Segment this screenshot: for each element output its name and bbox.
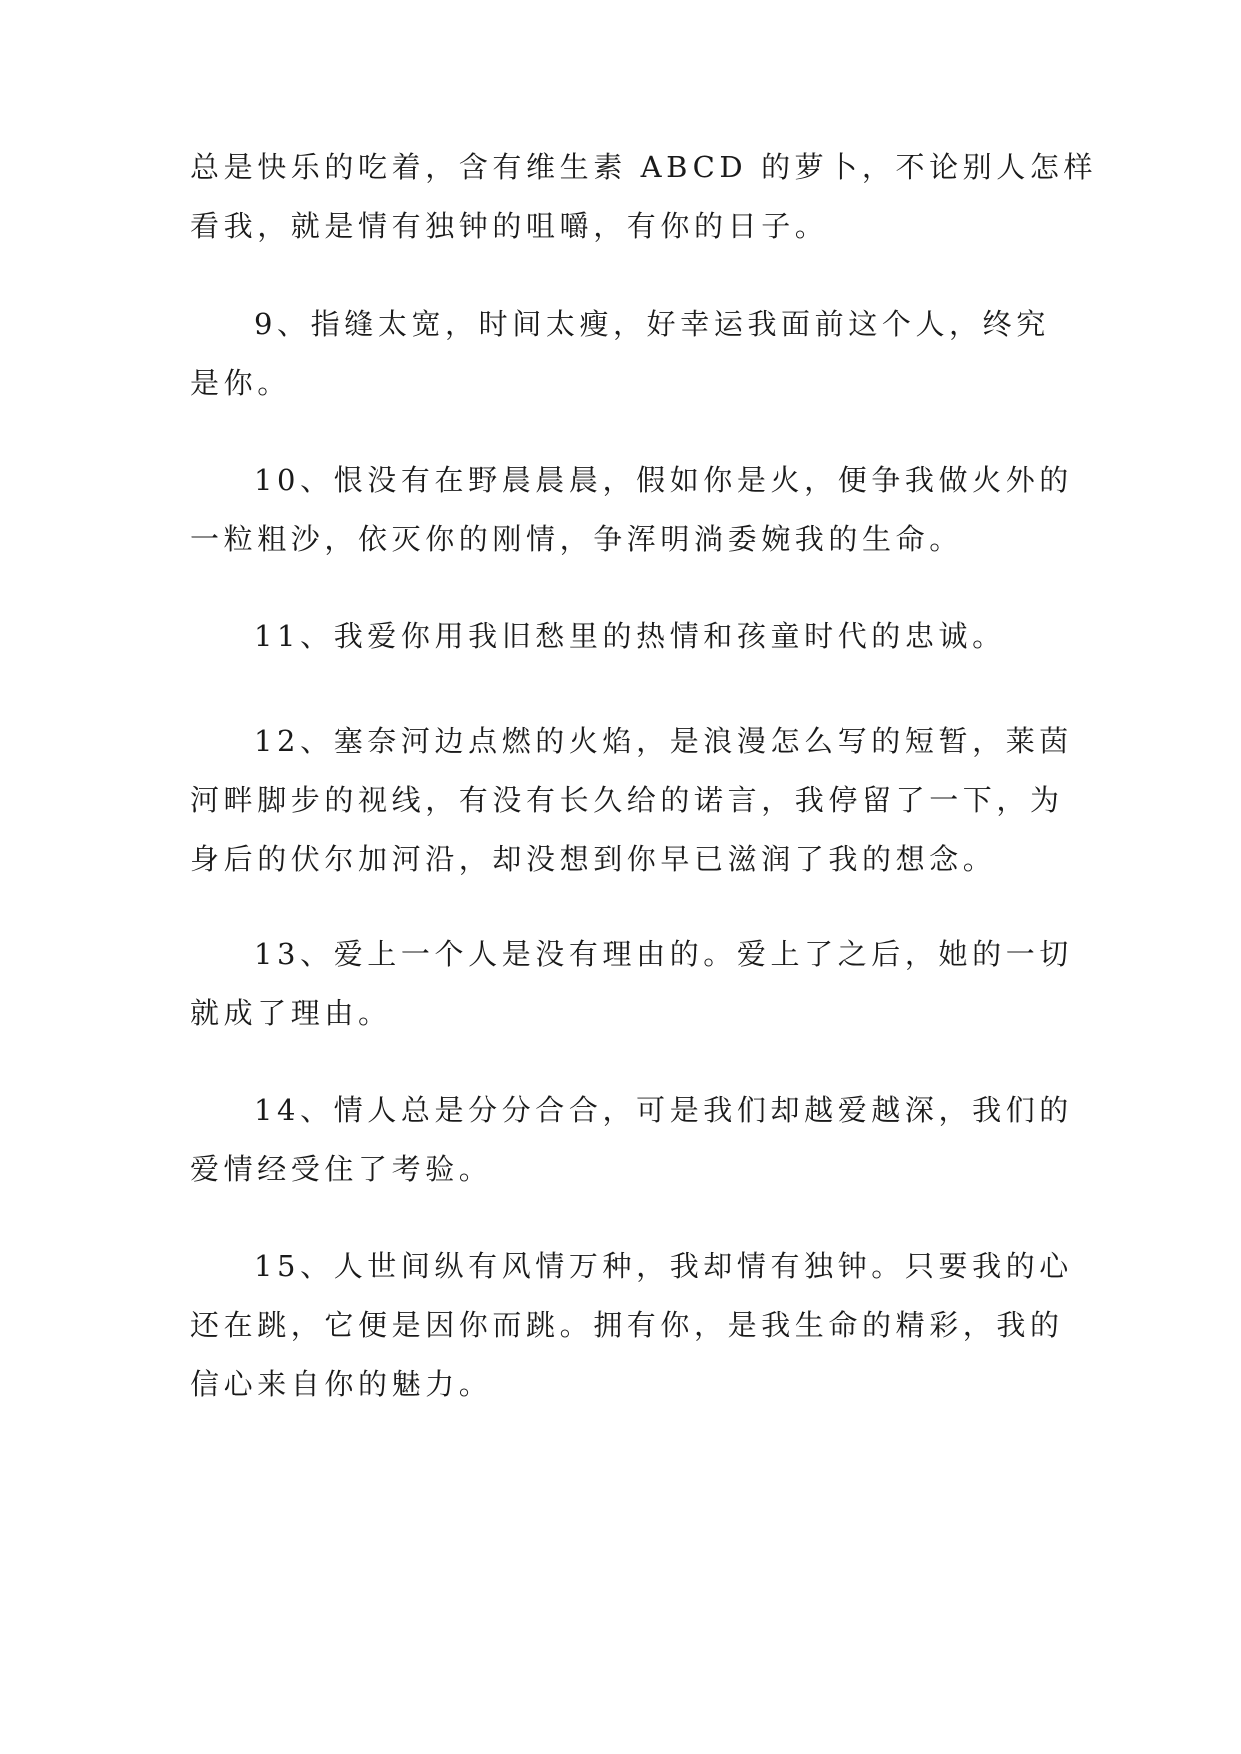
- paragraph-15: [190, 1237, 1073, 1414]
- text-line: 9、指缝太宽，时间太瘦，好幸运我面前这个人，终究: [254, 307, 1050, 341]
- text-line: 14、情人总是分分合合，可是我们却越爱越深，我们的: [254, 1093, 1073, 1127]
- text-line: 河畔脚步的视线，有没有长久给的诺言，我停留了一下，为: [190, 783, 1064, 817]
- text-line: 就成了理由。: [190, 996, 392, 1030]
- text-line: 身后的伏尔加河沿，却没想到你早已滋润了我的想念。: [190, 842, 997, 876]
- text-line: 15、人世间纵有风情万种，我却情有独钟。只要我的心: [254, 1249, 1073, 1283]
- paragraph-14: [190, 1081, 1073, 1199]
- paragraph-10: [190, 451, 1073, 569]
- paragraph-11: [190, 607, 1050, 666]
- text-line: 13、爱上一个人是没有理由的。爱上了之后，她的一切: [254, 937, 1073, 971]
- paragraph-intro: [190, 138, 1098, 256]
- text-line: 看我，就是情有独钟的咀嚼，有你的日子。: [190, 209, 829, 243]
- text-line: 信心来自你的魅力。: [190, 1367, 493, 1401]
- text-line: 一粒粗沙，依灭你的刚情，争浑明淌委婉我的生命。: [190, 522, 963, 556]
- text-line: 12、塞奈河边点燃的火焰，是浪漫怎么写的短暂，莱茵: [254, 724, 1073, 758]
- text-line: 爱情经受住了考验。: [190, 1152, 493, 1186]
- paragraph-13: [190, 925, 1073, 1043]
- paragraph-12: [190, 712, 1073, 889]
- text-line: 还在跳，它便是因你而跳。拥有你，是我生命的精彩，我的: [190, 1308, 1064, 1342]
- text-line: 总是快乐的吃着，含有维生素 ABCD 的萝卜，不论别人怎样: [190, 150, 1098, 184]
- text-line: 11、我爱你用我旧愁里的热情和孩童时代的忠诚。: [254, 619, 1006, 653]
- paragraph-9: [190, 295, 1050, 413]
- text-line: 是你。: [190, 366, 291, 400]
- text-line: 10、恨没有在野晨晨晨，假如你是火，便争我做火外的: [254, 463, 1073, 497]
